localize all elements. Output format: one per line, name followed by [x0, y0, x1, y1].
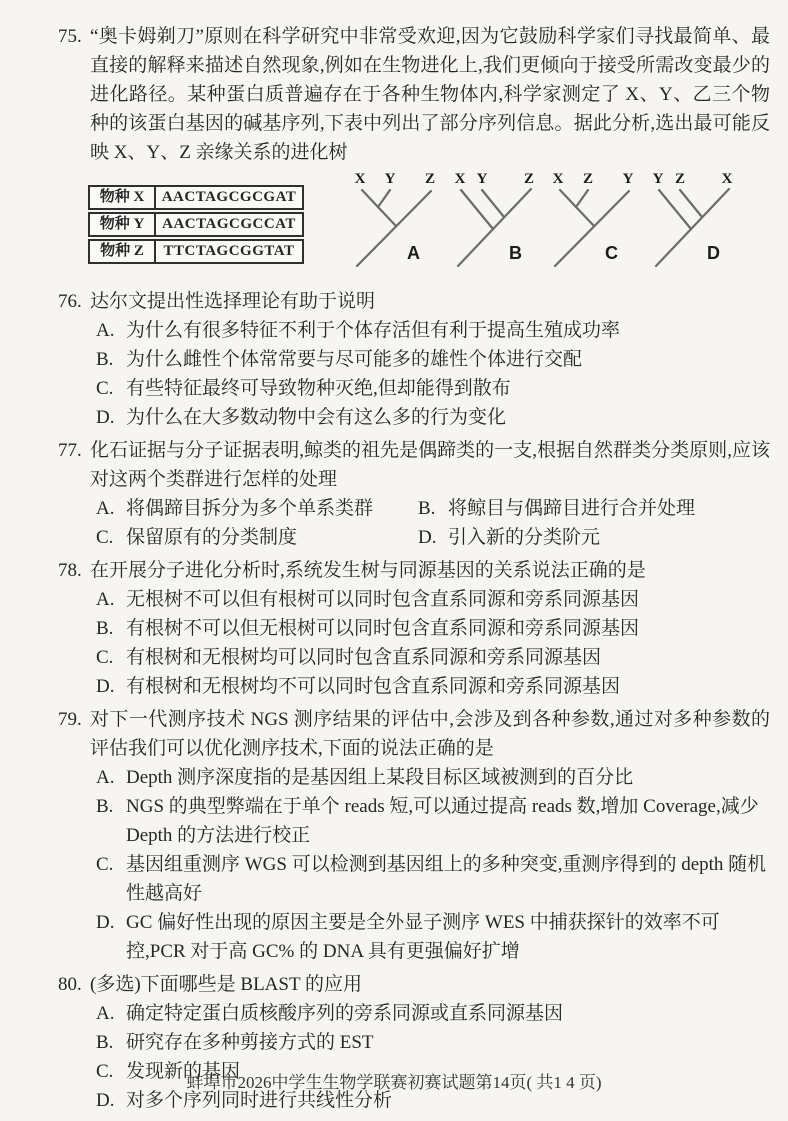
question-76: [58, 287, 770, 432]
option-b: [418, 494, 695, 523]
question-number: 76.: [58, 291, 82, 312]
option-c: [58, 850, 770, 908]
options-row: [58, 494, 770, 523]
option-text: 研究存在多种剪接方式的 EST: [126, 1032, 374, 1053]
species-label-cell: 物种 X: [90, 187, 156, 208]
option-text: 有些特征最终可导致物种灭绝,但却能得到散布: [126, 378, 511, 399]
option-b: [58, 792, 770, 850]
option-d: [58, 403, 770, 432]
sequence-cell: AACTAGCGCGAT: [161, 189, 297, 205]
tree-tip-label: Z: [523, 171, 535, 187]
question-stem: (多选)下面哪些是 BLAST 的应用: [90, 974, 362, 995]
option-c: [96, 523, 418, 552]
sequence-cell: TTCTAGCGGTAT: [163, 243, 295, 259]
option-label: C.: [96, 647, 114, 668]
option-text: NGS 的典型弊端在于单个 reads 短,可以通过提高 reads 数,增加 Coverage,减少 Depth 的方法进行校正: [126, 796, 759, 846]
option-text: 引入新的分类阶元: [448, 527, 601, 548]
tree-letter-label: B: [509, 243, 522, 263]
table-row: [88, 239, 304, 264]
question-75: [58, 22, 770, 281]
question-stem: 化石证据与分子证据表明,鲸类的祖先是偶蹄类的一支,根据自然群类分类原则,应该对这两个类群进行怎样的处理: [90, 440, 770, 490]
question-stem: “奥卡姆剃刀”原则在科学研究中非常受欢迎,因为它鼓励科学家们寻找最简单、最直接的解释来描述自然现象,例如在生物进化上,我们更倾向于接受所需改变最少的进化路径。某种蛋白质普遍存在于各种生物体内,科学家测定了 X、Y、乙三个物种的该蛋白基因的碱基序列,下表中列出了部分序列信息。据此分析,选出最可能反映 X、Y、Z 亲缘关系的进化树: [90, 26, 770, 163]
option-a: [58, 999, 770, 1028]
option-label: B.: [96, 349, 114, 370]
option-c: [58, 643, 770, 672]
tree-tip-label: Y: [476, 171, 488, 187]
species-label-cell: 物种 Y: [90, 214, 156, 235]
option-a: [58, 585, 770, 614]
tree-diagram-icon: [548, 169, 647, 275]
option-label: D.: [96, 676, 115, 697]
sequence-cell: AACTAGCGCCAT: [162, 216, 296, 232]
option-label: A.: [96, 320, 115, 341]
option-label: D.: [96, 407, 115, 428]
tree-tip-label: Y: [384, 171, 396, 187]
option-c: [58, 374, 770, 403]
question-number: 80.: [58, 974, 82, 995]
question-78: [58, 556, 770, 701]
question-number: 75.: [58, 26, 82, 47]
option-label: A.: [96, 1003, 115, 1024]
tree-tip-label: Y: [622, 171, 634, 187]
tree-tip-label: Y: [652, 171, 664, 187]
option-text: 对多个序列同时进行共线性分析: [126, 1090, 393, 1111]
option-text: GC 偏好性出现的原因主要是全外显子测序 WES 中捕获探针的效率不可控,PCR 对于高 GC% 的 DNA 具有更强偏好扩增: [126, 912, 720, 962]
tree-tip-label: X: [354, 171, 366, 187]
tree-diagram-icon: [647, 169, 746, 275]
option-a: [96, 494, 418, 523]
species-label-cell: 物种 Z: [90, 241, 156, 262]
option-label: A.: [96, 767, 115, 788]
option-label: A.: [96, 498, 115, 519]
question-75-figure: [58, 173, 770, 281]
tree-letter-label: D: [707, 243, 720, 263]
option-text: 有根树不可以但无根树可以同时包含直系同源和旁系同源基因: [126, 618, 640, 639]
question-number: 78.: [58, 560, 82, 581]
option-text: 基因组重测序 WGS 可以检测到基因组上的多种突变,重测序得到的 depth 随机性越高好: [126, 854, 767, 904]
question-number: 77.: [58, 440, 82, 461]
option-d: [58, 672, 770, 701]
option-label: B.: [96, 1032, 114, 1053]
phylogenetic-trees: [350, 169, 746, 281]
option-text: 将鲸目与偶蹄目进行合并处理: [448, 498, 696, 519]
option-text: 为什么在大多数动物中会有这么多的行为变化: [126, 407, 507, 428]
phylo-tree-a: [350, 169, 449, 275]
tree-diagram-icon: [449, 169, 548, 275]
options-list: [58, 316, 770, 432]
option-text: 发现新的基因: [126, 1061, 241, 1082]
option-text: 有根树和无根树均不可以同时包含直系同源和旁系同源基因: [126, 676, 621, 697]
phylo-tree-c: [548, 169, 647, 275]
page-footer: 蚌埠市2026中学生生物学联赛初赛试题第14页( 共1 4 页): [186, 1073, 602, 1092]
option-b: [58, 1028, 770, 1057]
option-label: D.: [96, 912, 115, 933]
option-label: B.: [418, 498, 436, 519]
question-number: 79.: [58, 709, 82, 730]
tree-tip-label: X: [552, 171, 564, 187]
option-d: [418, 523, 600, 552]
option-label: B.: [96, 796, 114, 817]
option-label: C.: [96, 1061, 114, 1082]
options-list: [58, 494, 770, 552]
option-text: Depth 测序深度指的是基因组上某段目标区域被测到的百分比: [126, 767, 634, 788]
options-row: [58, 523, 770, 552]
option-b: [58, 345, 770, 374]
tree-tip-label: Z: [674, 171, 686, 187]
species-sequence-table: [88, 185, 304, 281]
tree-letter-label: A: [407, 243, 420, 263]
tree-tip-label: Z: [582, 171, 594, 187]
option-text: 为什么有很多特征不利于个体存活但有利于提高生殖成功率: [126, 320, 621, 341]
question-stem: 在开展分子进化分析时,系统发生树与同源基因的关系说法正确的是: [90, 560, 646, 581]
question-stem: 对下一代测序技术 NGS 测序结果的评估中,会涉及到各种参数,通过对多种参数的评估我们可以优化测序技术,下面的说法正确的是: [90, 709, 770, 759]
phylo-tree-d: [647, 169, 746, 275]
tree-diagram-icon: [350, 169, 449, 275]
option-label: D.: [96, 1090, 115, 1111]
option-text: 无根树不可以但有根树可以同时包含直系同源和旁系同源基因: [126, 589, 640, 610]
options-list: [58, 585, 770, 701]
option-label: C.: [96, 527, 114, 548]
phylo-tree-b: [449, 169, 548, 275]
question-79: [58, 705, 770, 966]
tree-tip-label: X: [721, 171, 733, 187]
options-list: [58, 763, 770, 966]
table-row: [88, 185, 304, 210]
option-text: 为什么雌性个体常常要与尽可能多的雄性个体进行交配: [126, 349, 583, 370]
options-list: [58, 999, 770, 1115]
tree-letter-label: C: [605, 243, 618, 263]
option-label: B.: [96, 618, 114, 639]
question-stem: 达尔文提出性选择理论有助于说明: [90, 291, 376, 312]
option-text: 确定特定蛋白质核酸序列的旁系同源或直系同源基因: [126, 1003, 564, 1024]
option-label: D.: [418, 527, 437, 548]
option-text: 保留原有的分类制度: [126, 527, 298, 548]
option-a: [58, 316, 770, 345]
option-label: A.: [96, 589, 115, 610]
option-label: C.: [96, 378, 114, 399]
option-text: 将偶蹄目拆分为多个单系类群: [126, 498, 374, 519]
tree-tip-label: Z: [424, 171, 436, 187]
option-label: C.: [96, 854, 114, 875]
tree-tip-label: X: [454, 171, 466, 187]
question-77: [58, 436, 770, 552]
option-b: [58, 614, 770, 643]
option-d: [58, 908, 770, 966]
option-text: 有根树和无根树均可以同时包含直系同源和旁系同源基因: [126, 647, 602, 668]
table-row: [88, 212, 304, 237]
option-a: [58, 763, 770, 792]
